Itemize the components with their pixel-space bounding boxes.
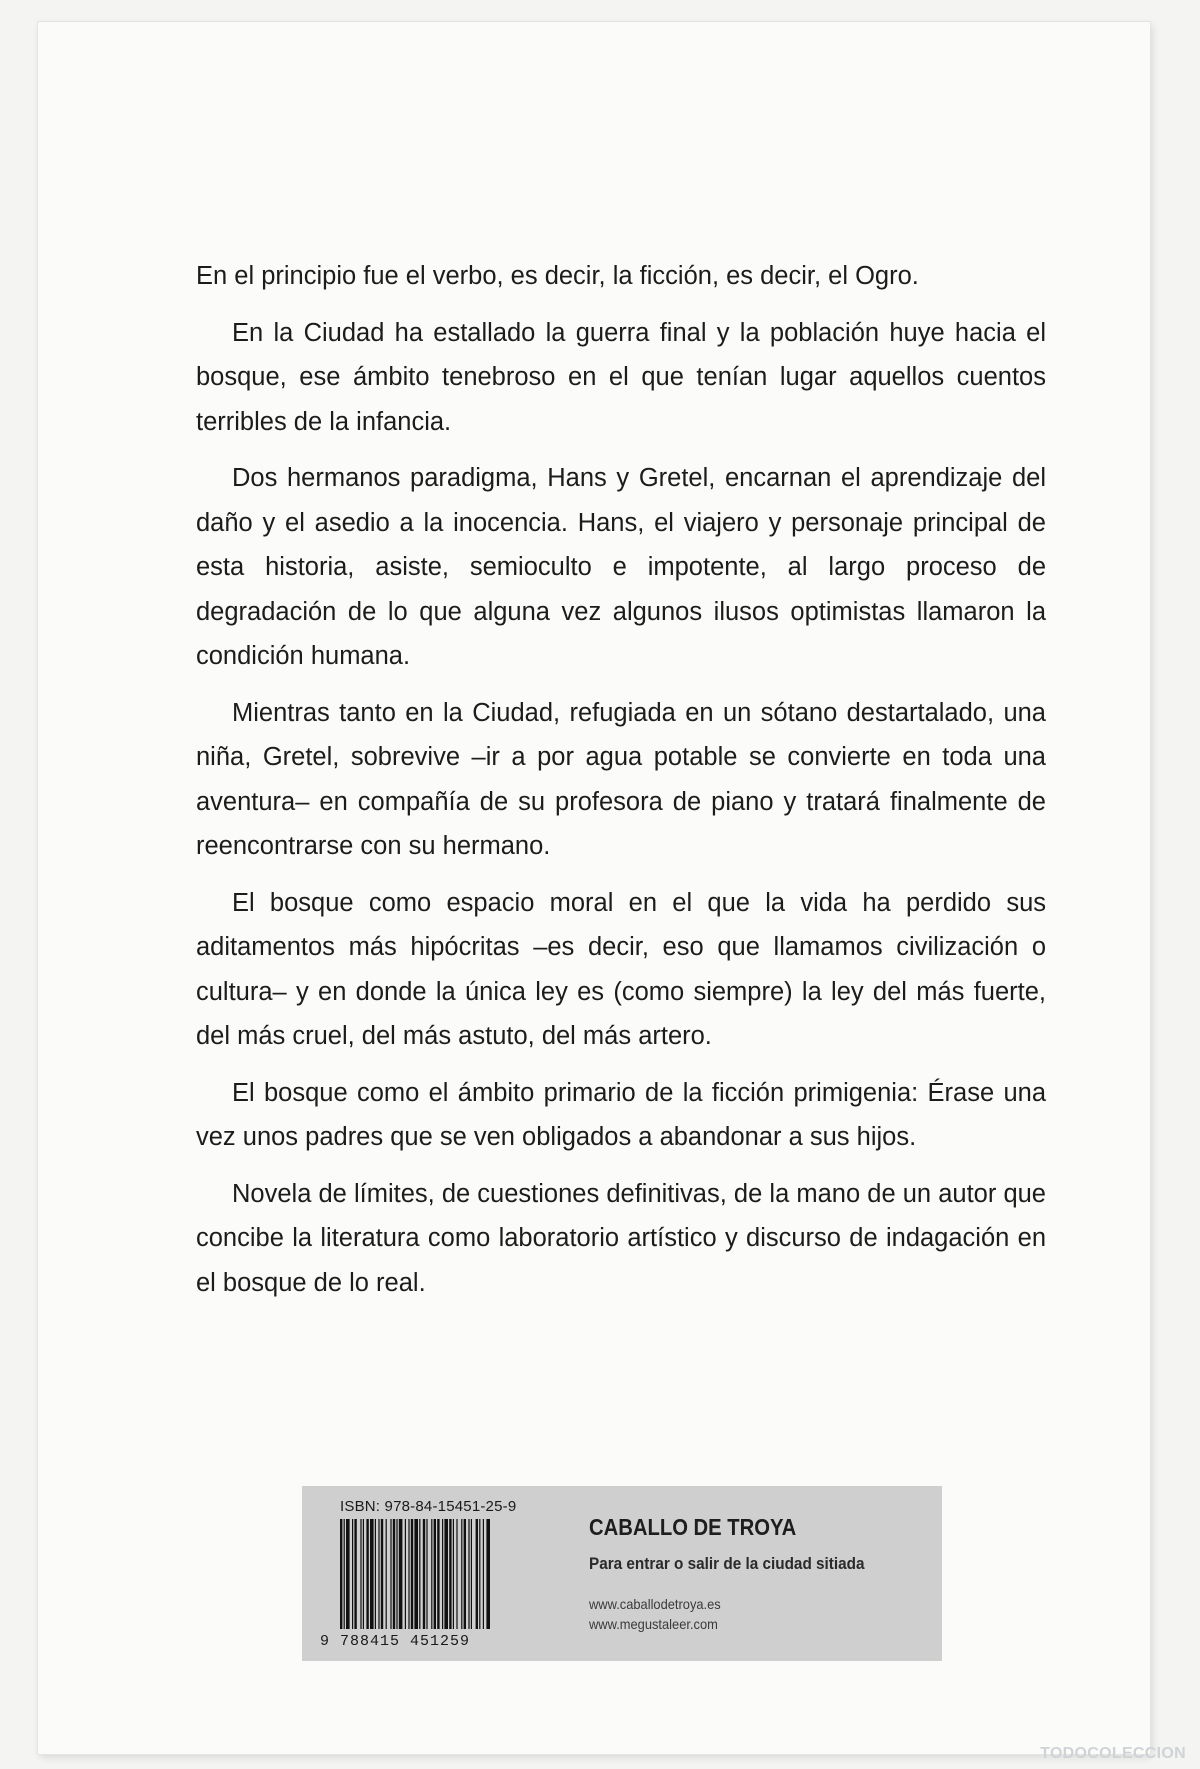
blurb-paragraph-7: Novela de límites, de cuestiones definitivas, de la mano de un autor que concibe la literatura como laboratorio artístico y discurso de indagación en el bosque de lo real.	[196, 1179, 1046, 1297]
publisher-url-secondary: www.megustaleer.com	[589, 1616, 718, 1632]
publisher-tagline: Para entrar o salir de la ciudad sitiada	[589, 1554, 865, 1573]
ean-digits: 9 788415 451259	[320, 1633, 471, 1650]
publisher-url: www.caballodetroya.es	[589, 1596, 721, 1612]
barcode-icon	[338, 1519, 548, 1629]
blurb-paragraph-1: En el principio fue el verbo, es decir, la ficción, es decir, el Ogro.	[196, 262, 919, 290]
isbn-label: ISBN: 978-84-15451-25-9	[340, 1498, 517, 1515]
blurb-paragraph-2: En la Ciudad ha estallado la guerra final y la población huye hacia el bosque, ese ámbito tenebroso en el que tenían lugar aquellos cuentos terribles de la infancia.	[196, 318, 1046, 436]
watermark-logo: TODOCOLECCION	[1040, 1745, 1186, 1762]
blurb-paragraph-3: Dos hermanos paradigma, Hans y Gretel, encarnan el aprendizaje del daño y el asedio a la inocencia. Hans, el viajero y personaje principal de esta historia, asiste, semioculto e impotente, al largo proceso de degradación de lo que alguna vez algunos ilusos optimistas llamaron la condición humana.	[196, 464, 1046, 670]
back-cover-blurb	[196, 254, 1046, 1317]
blurb-paragraph-4: Mientras tanto en la Ciudad, refugiada en un sótano destartalado, una niña, Gretel, sobrevive –ir a por agua potable se convierte en toda una aventura– en compañía de su profesora de piano y tratará finalmente de reencontrarse con su hermano.	[196, 698, 1046, 860]
barcode-panel	[302, 1486, 942, 1661]
publisher-name: CABALLO DE TROYA	[589, 1514, 797, 1540]
blurb-paragraph-5: El bosque como espacio moral en el que la vida ha perdido sus aditamentos más hipócritas –es decir, eso que llamamos civilización o cultura– y en donde la única ley es (como siempre) la ley del más fuerte, del más cruel, del más astuto, del más artero.	[196, 888, 1046, 1050]
blurb-paragraph-6: El bosque como el ámbito primario de la ficción primigenia: Érase una vez unos padres que se ven obligados a abandonar a sus hijos.	[196, 1078, 1046, 1151]
